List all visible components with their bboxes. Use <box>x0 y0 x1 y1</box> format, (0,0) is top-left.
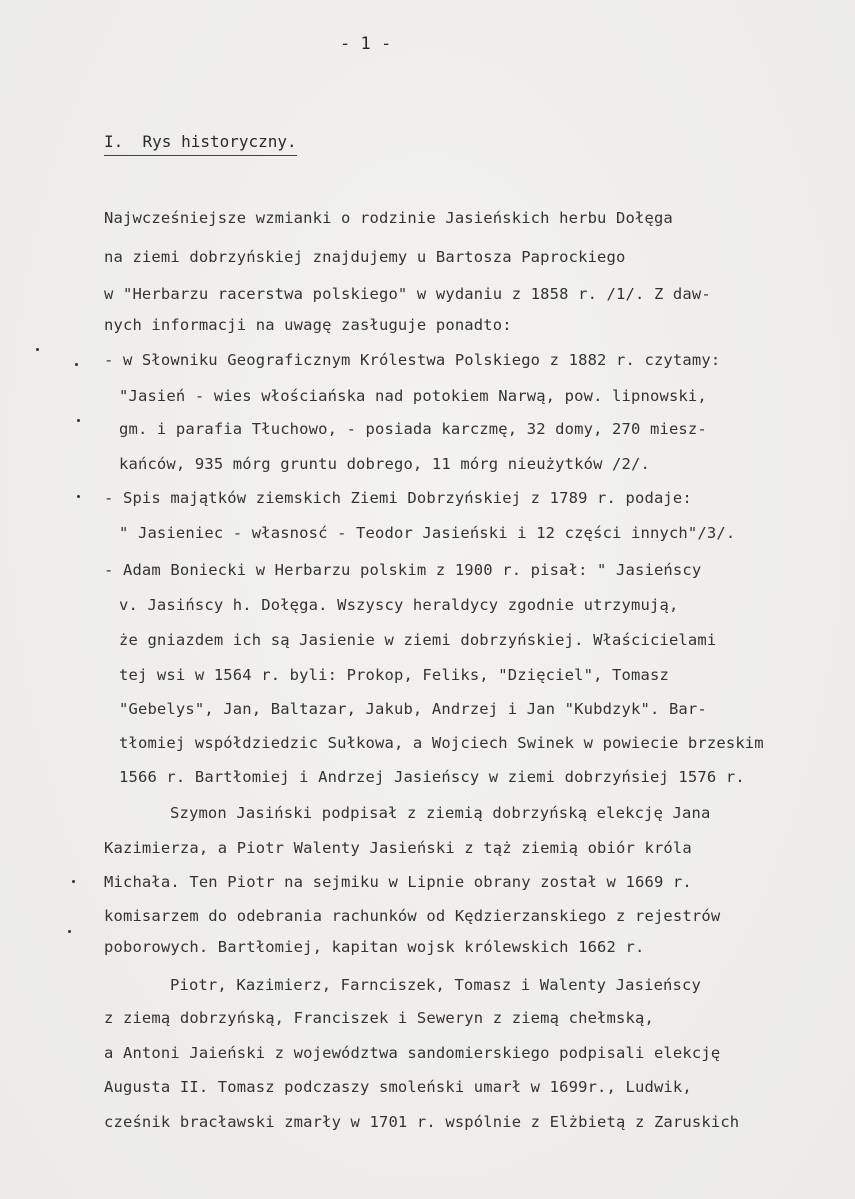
text-line: Michała. Ten Piotr na sejmiku w Lipnie obrany został w 1669 r. <box>104 873 692 891</box>
margin-mark <box>77 419 80 422</box>
margin-mark <box>77 495 80 498</box>
text-line: - Spis majątków ziemskich Ziemi Dobrzyńskiej z 1789 r. podaje: <box>104 489 692 507</box>
text-line: gm. i parafia Tłuchowo, - posiada karczmę, 32 domy, 270 miesz- <box>119 420 707 438</box>
text-line: komisarzem do odebrania rachunków od Kędzierzanskiego z rejestrów <box>104 907 721 925</box>
text-line: v. Jasińscy h. Dołęga. Wszyscy heraldycy zgodnie utrzymują, <box>119 596 679 614</box>
text-line: na ziemi dobrzyńskiej znajdujemy u Bartosza Paprockiego <box>104 248 626 266</box>
text-line: - Adam Boniecki w Herbarzu polskim z 1900 r. pisał: " Jasieńscy <box>104 561 702 579</box>
text-line: Szymon Jasiński podpisał z ziemią dobrzyńską elekcję Jana <box>170 804 711 822</box>
text-line: poborowych. Bartłomiej, kapitan wojsk królewskich 1662 r. <box>104 938 645 956</box>
margin-mark <box>68 930 71 933</box>
text-line: "Jasień - wies włościańska nad potokiem Narwą, pow. lipnowski, <box>119 387 707 405</box>
text-line: "Gebelys", Jan, Baltazar, Jakub, Andrzej i Jan "Kubdzyk". Bar- <box>119 700 707 718</box>
text-line: kańców, 935 mórg gruntu dobrego, 11 mórg nieużytków /2/. <box>119 455 650 473</box>
text-line: - w Słowniku Geograficznym Królestwa Polskiego z 1882 r. czytamy: <box>104 351 721 369</box>
text-line: tej wsi w 1564 r. byli: Prokop, Feliks, "Dzięciel", Tomasz <box>119 666 669 684</box>
text-line: z ziemą dobrzyńską, Franciszek i Seweryn z ziemą chełmską, <box>104 1009 654 1027</box>
text-line: Kazimierza, a Piotr Walenty Jasieński z tąż ziemią obiór króla <box>104 839 692 857</box>
text-line: a Antoni Jaieński z województwa sandomierskiego podpisali elekcję <box>104 1044 721 1062</box>
margin-mark <box>75 363 78 366</box>
text-line: Najwcześniejsze wzmianki o rodzinie Jasieńskich herbu Dołęga <box>104 209 673 227</box>
section-heading: I. Rys historyczny. <box>104 132 297 156</box>
text-line: 1566 r. Bartłomiej i Andrzej Jasieńscy w ziemi dobrzyńsiej 1576 r. <box>119 768 745 786</box>
text-line: nych informacji na uwagę zasługuje ponadto: <box>104 316 512 334</box>
text-line: " Jasieniec - własnosć - Teodor Jasieński i 12 części innych"/3/. <box>119 524 736 542</box>
page-number: - 1 - <box>340 34 392 54</box>
margin-mark <box>72 880 75 883</box>
text-line: że gniazdem ich są Jasienie w ziemi dobrzyńskiej. Właścicielami <box>119 631 717 649</box>
text-line: Piotr, Kazimierz, Farnciszek, Tomasz i Walenty Jasieńscy <box>170 976 701 994</box>
margin-mark <box>36 348 39 351</box>
text-line: cześnik bracławski zmarły w 1701 r. wspólnie z Elżbietą z Zaruskich <box>104 1113 740 1131</box>
text-line: tłomiej współdziedzic Sułkowa, a Wojciech Swinek w powiecie brzeskim <box>119 734 764 752</box>
text-line: Augusta II. Tomasz podczaszy smoleński umarł w 1699r., Ludwik, <box>104 1078 692 1096</box>
text-line: w "Herbarzu racerstwa polskiego" w wydaniu z 1858 r. /1/. Z daw- <box>104 285 711 303</box>
